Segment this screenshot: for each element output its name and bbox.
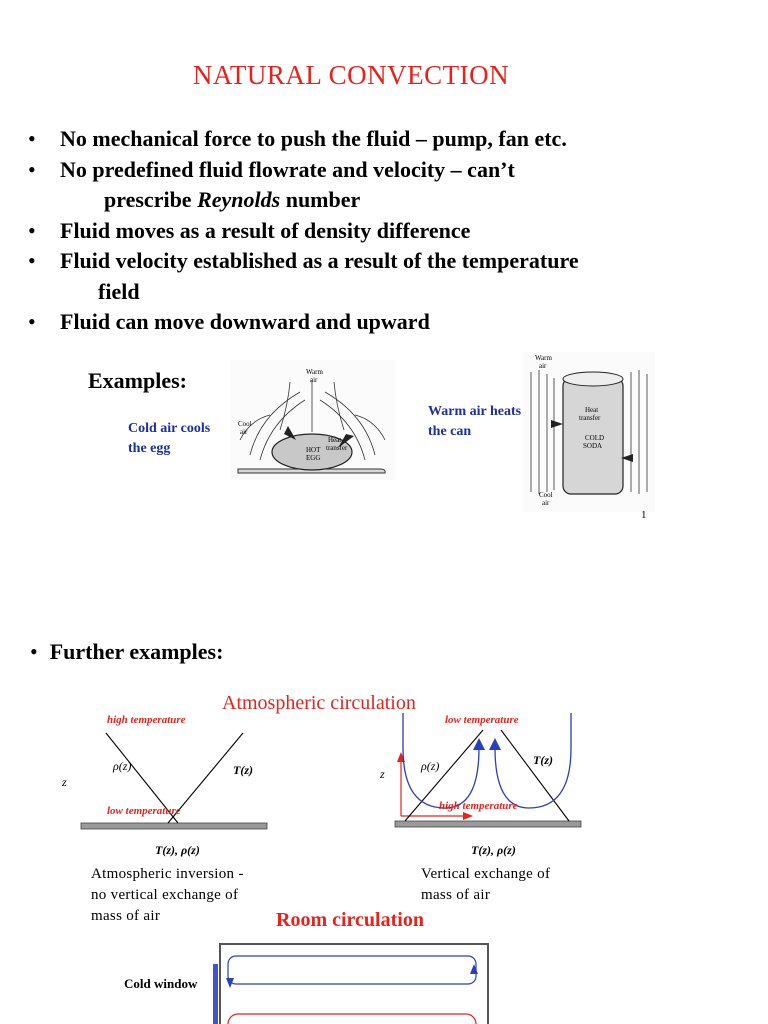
bullet-item — [28, 124, 728, 155]
caption-line: Cold air cools — [128, 421, 211, 436]
ground-slab — [395, 821, 581, 827]
heat-transfer-label: transfer — [579, 414, 601, 422]
bullet-item — [28, 216, 728, 247]
bullet-text: Fluid can move downward and upward — [60, 309, 430, 334]
slide-title: NATURAL CONVECTION — [192, 60, 510, 90]
high-temperature-label: high temperature — [439, 800, 518, 812]
hot-egg-label: EGG — [306, 454, 321, 462]
warm-air-label: Warm — [535, 354, 552, 362]
description-line: Vertical exchange of — [421, 866, 551, 882]
further-examples-text: Further examples: — [49, 639, 224, 664]
continuation-text: prescribe — [104, 187, 198, 212]
hot-egg-label: HOT — [306, 446, 321, 454]
can-top — [563, 372, 623, 386]
inversion-description — [91, 864, 244, 927]
room-circulation-title: Room circulation — [276, 909, 424, 931]
exchange-description — [421, 864, 550, 906]
low-temperature-label: low temperature — [445, 714, 519, 726]
loop-arrow-up — [470, 964, 478, 974]
bullet-text: Fluid velocity established as a result of the temperature — [60, 248, 579, 273]
bullet-item — [28, 155, 728, 186]
description-line: mass of air — [91, 908, 161, 924]
egg-illustration — [230, 360, 395, 480]
bullet-symbol: • — [28, 126, 36, 151]
high-temperature-label: high temperature — [107, 714, 186, 726]
cold-window — [213, 964, 218, 1024]
cold-soda-label: SODA — [583, 442, 603, 450]
lower-circulation-loop — [228, 1014, 476, 1024]
z-axis-label: z — [62, 775, 67, 789]
bullet-item — [28, 246, 728, 277]
warm-air-label: air — [539, 362, 547, 370]
description-line: Atmospheric inversion - — [91, 866, 244, 882]
room-diagram — [212, 942, 492, 1024]
further-examples — [30, 639, 223, 665]
t-label: T(z) — [233, 763, 253, 777]
can-caption — [428, 402, 521, 442]
upper-circulation-loop — [228, 956, 476, 984]
continuation-text: number — [280, 187, 361, 212]
bullet-continuation — [28, 185, 728, 216]
circulation-loop — [403, 713, 479, 808]
z-axis-label: z — [380, 767, 385, 781]
warm-air-label: air — [310, 376, 318, 384]
examples-label: Examples: — [88, 368, 187, 393]
cool-air-label: Cool — [539, 491, 553, 499]
heat-transfer-label: transfer — [326, 444, 348, 452]
bullet-continuation: field — [98, 278, 140, 304]
reynolds-term: Reynolds — [197, 187, 281, 212]
bullet-text: Fluid moves as a result of density difference — [60, 217, 471, 243]
bullet-list — [28, 124, 728, 338]
description-line: no vertical exchange of — [91, 887, 239, 903]
cool-air-label: Cool — [238, 420, 252, 428]
axis-arrow-right — [463, 812, 473, 820]
caption-line: the egg — [128, 441, 171, 456]
x-axis-label: T(z), ρ(z) — [471, 843, 516, 857]
atmospheric-title: Atmospheric circulation — [222, 692, 416, 714]
bullet-symbol: • — [28, 156, 36, 182]
low-temperature-label: low temperature — [107, 805, 181, 817]
warm-air-label: Warm — [306, 368, 323, 376]
description-line: mass of air — [421, 887, 491, 903]
bullet-item — [28, 307, 728, 338]
exchange-diagram — [375, 708, 595, 860]
bullet-text: No predefined fluid flowrate and velocity – can’t — [60, 156, 515, 182]
heat-transfer-label: Heat — [328, 436, 342, 444]
cool-air-label: air — [240, 428, 248, 436]
t-label: T(z) — [533, 753, 553, 767]
bullet-symbol: • — [28, 248, 36, 273]
ground-slab — [81, 823, 267, 829]
bullet-text: No mechanical force to push the fluid – pump, fan etc. — [60, 126, 567, 151]
inversion-diagram — [55, 708, 280, 860]
x-axis-label: T(z), ρ(z) — [155, 843, 200, 857]
cold-window-label: Cold window — [124, 976, 198, 991]
rho-label: ρ(z) — [421, 759, 440, 773]
cold-soda-label: COLD — [585, 434, 605, 442]
caption-line: Warm air heats — [428, 404, 522, 419]
can-illustration — [523, 352, 655, 512]
loop-arrow — [489, 738, 501, 750]
caption-line: the can — [428, 424, 472, 439]
heat-transfer-label: Heat — [585, 406, 599, 414]
egg-caption — [128, 419, 210, 459]
page-number: 1 — [641, 509, 647, 521]
bullet-symbol: • — [28, 217, 36, 243]
bullet-symbol: • — [30, 639, 38, 664]
cool-air-label: air — [542, 499, 550, 507]
rho-label: ρ(z) — [113, 759, 132, 773]
bullet-symbol: • — [28, 309, 36, 334]
